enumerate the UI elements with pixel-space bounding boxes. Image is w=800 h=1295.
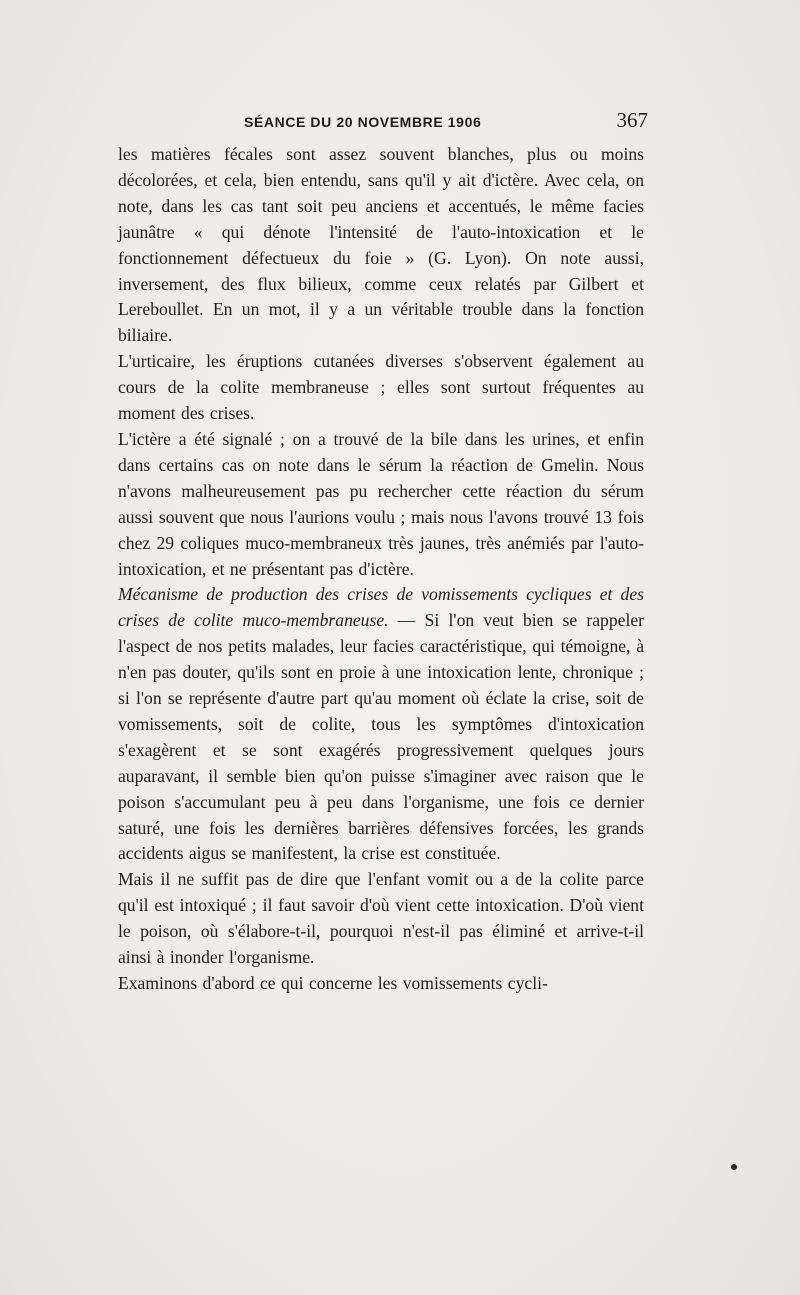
paragraph-6: Examinons d'abord ce qui concerne les vomissements cycli- bbox=[118, 973, 548, 993]
body-text bbox=[118, 142, 644, 997]
page-number: 367 bbox=[616, 108, 648, 132]
paragraph-4-text: — Si l'on veut bien se rappeler l'aspect de nos petits malades, leur facies caractéristique, qui témoigne, à n'en pas douter, qu'ils sont en proie à une intoxication lente, chronique ; si l'on se représente d'autre part qu'au moment où éclate la crise, soit de vomissements, soit de colite, tous les symptômes d'intoxication s'exagèrent et se sont exagérés progressivement quelques jours auparavant, il semble bien qu'on puisse s'imaginer avec raison que le poison s'accumulant peu à peu dans l'organisme, une fois ce dernier saturé, une fois les dernières barrières défensives forcées, les grands accidents aigus se manifestent, la crise est constituée. bbox=[118, 610, 645, 864]
paragraph-5: Mais il ne suffit pas de dire que l'enfant vomit ou a de la colite parce qu'il est intoxiqué ; il faut savoir d'où vient cette intoxication. D'où vient le poison, où s'élabore-t-il, pourquoi n'est-il pas éliminé et arrive-t-il ainsi à inonder l'organisme. bbox=[118, 869, 644, 968]
paragraph-2: L'urticaire, les éruptions cutanées diverses s'observent également au cours de la colite membraneuse ; elles sont surtout fréquentes au moment des crises. bbox=[118, 351, 644, 424]
page-header bbox=[118, 108, 648, 136]
section-title-italic: Mécanisme de production des crises de vomissements cycliques et des crises de colite muco-membraneuse. bbox=[118, 584, 644, 631]
ink-speck bbox=[731, 1164, 737, 1170]
paragraph-4 bbox=[118, 582, 644, 867]
running-head: SÉANCE DU 20 NOVEMBRE 1906 bbox=[244, 114, 482, 130]
paragraph-1: les matières fécales sont assez souvent blanches, plus ou moins décolorées, et cela, bien entendu, sans qu'il y ait d'ictère. Avec cela, on note, dans les cas tant soit peu anciens et accentués, le même facies jaunâtre « qui dénote l'intensité de l'auto-intoxication et le fonctionnement défectueux du foie » (G. Lyon). On note aussi, inversement, des flux bilieux, comme ceux relatés par Gilbert et Lereboullet. En un mot, il y a un véritable trouble dans la fonction biliaire. bbox=[118, 144, 644, 346]
paragraph-3: L'ictère a été signalé ; on a trouvé de la bile dans les urines, et enfin dans certains cas on note dans le sérum la réaction de Gmelin. Nous n'avons malheureusement pas pu rechercher cette réaction du sérum aussi souvent que nous l'aurions voulu ; mais nous l'avons trouvé 13 fois chez 29 coliques muco-membraneux très jaunes, très anémiés par l'auto-intoxication, et ne présentant pas d'ictère. bbox=[118, 428, 644, 579]
